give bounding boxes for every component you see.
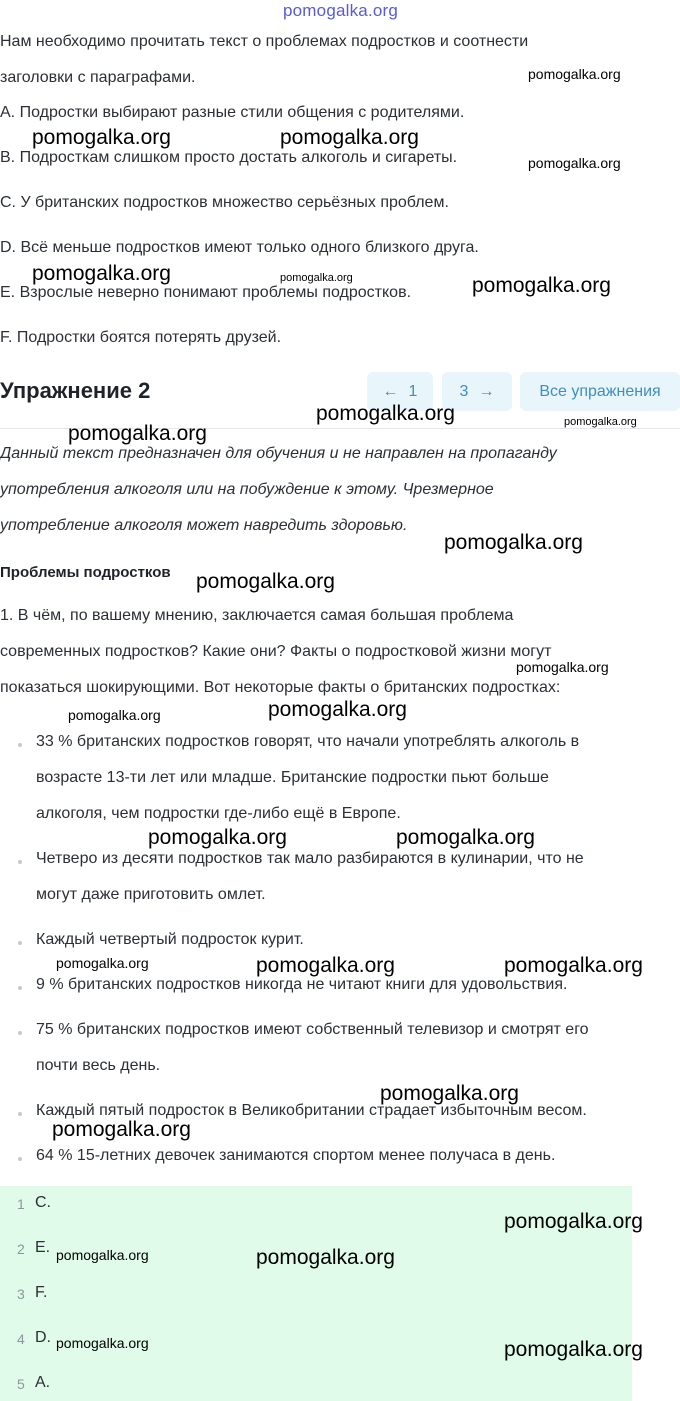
answer-number: 4: [17, 1331, 25, 1347]
watermark: pomogalka.org: [52, 1118, 191, 1141]
answer-number: 1: [17, 1196, 25, 1212]
watermark: pomogalka.org: [56, 1335, 149, 1351]
heading-option-e: E. Взрослые неверно понимают проблемы подростков.: [0, 284, 412, 301]
heading-option-b: B. Подросткам слишком просто достать алкоголь и сигареты.: [0, 149, 458, 166]
disclaimer-line: употребление алкоголя может навредить здоровью.: [0, 517, 408, 534]
heading-option-c: C. У британских подростков множество серьёзных проблем.: [0, 194, 449, 211]
arrow-left-icon: ←: [382, 382, 399, 400]
watermark: pomogalka.org: [196, 570, 335, 593]
bullet-dot: [18, 860, 22, 864]
watermark: pomogalka.org: [504, 1338, 643, 1361]
watermark: pomogalka.org: [504, 1210, 643, 1233]
watermark: pomogalka.org: [32, 126, 171, 149]
watermark: pomogalka.org: [444, 531, 583, 554]
watermark: pomogalka.org: [504, 954, 643, 977]
all-exercises-button[interactable]: [520, 372, 680, 411]
watermark: pomogalka.org: [148, 826, 287, 849]
watermark: pomogalka.org: [256, 1246, 395, 1269]
bullet-dot: [18, 986, 22, 990]
watermark: pomogalka.org: [280, 272, 353, 284]
bullet-text: могут даже приготовить омлет.: [36, 886, 266, 903]
watermark: pomogalka.org: [256, 954, 395, 977]
bullet-dot: [18, 1031, 22, 1035]
watermark: pomogalka.org: [380, 1082, 519, 1105]
prev-exercise-label: 1: [408, 382, 418, 400]
arrow-right-icon: →: [478, 382, 495, 400]
bullet-text: 33 % британских подростков говорят, что начали употреблять алкоголь в: [36, 733, 580, 750]
bullet-dot: [18, 1157, 22, 1161]
section-title: Проблемы подростков: [0, 564, 171, 581]
paragraph-line: показаться шокирующими. Вот некоторые факты о британских подростках:: [0, 679, 561, 696]
bullet-text: Каждый четвертый подросток курит.: [36, 931, 304, 948]
bullet-text: Четверо из десяти подростков так мало разбираются в кулинарии, что не: [36, 850, 584, 867]
watermark: pomogalka.org: [516, 659, 609, 675]
watermark: pomogalka.org: [268, 698, 407, 721]
bullet-text: 75 % британских подростков имеют собственный телевизор и смотрят его: [36, 1021, 589, 1038]
heading-option-a: A. Подростки выбирают разные стили общения с родителями.: [0, 104, 465, 121]
watermark: pomogalka.org: [528, 66, 621, 82]
disclaimer-line: Данный текст предназначен для обучения и не направлен на пропаганду: [0, 445, 557, 462]
watermark: pomogalka.org: [564, 416, 637, 428]
exercise-title: Упражнение 2: [0, 378, 151, 403]
answer-number: 2: [17, 1241, 25, 1257]
bullet-text: алкоголя, чем подростки где-либо ещё в Европе.: [36, 805, 401, 822]
bullet-dot: [18, 1112, 22, 1116]
answer-value: A.: [35, 1374, 51, 1391]
watermark: pomogalka.org: [56, 1247, 149, 1263]
bullet-dot: [18, 941, 22, 945]
answer-value: F.: [35, 1284, 48, 1301]
all-exercises-label: Все упражнения: [539, 382, 661, 400]
disclaimer-line: употребления алкоголя или на побуждение к этому. Чрезмерное: [0, 481, 494, 498]
heading-option-f: F. Подростки боятся потерять друзей.: [0, 329, 282, 346]
watermark: pomogalka.org: [56, 955, 149, 971]
watermark: pomogalka.org: [396, 826, 535, 849]
paragraph-line: 1. В чём, по вашему мнению, заключается самая большая проблема: [0, 607, 514, 624]
watermark: pomogalka.org: [68, 422, 207, 445]
answer-value: D.: [35, 1329, 51, 1346]
watermark: pomogalka.org: [528, 155, 621, 171]
bullet-text: 64 % 15-летних девочек занимаются спортом менее получаса в день.: [36, 1147, 556, 1164]
answer-number: 3: [17, 1286, 25, 1302]
bullet-text: почти весь день.: [36, 1057, 161, 1074]
bullet-text: возрасте 13-ти лет или младше. Британские подростки пьют больше: [36, 769, 549, 786]
intro-line: заголовки с параграфами.: [0, 69, 196, 86]
answer-value: C.: [35, 1194, 51, 1211]
bullet-text: Каждый пятый подросток в Великобритании страдает избыточным весом.: [36, 1102, 587, 1119]
heading-option-d: D. Всё меньше подростков имеют только одного близкого друга.: [0, 239, 479, 256]
watermark: pomogalka.org: [472, 274, 611, 297]
watermark: pomogalka.org: [316, 402, 455, 425]
watermark: pomogalka.org: [280, 126, 419, 149]
site-logo[interactable]: pomogalka.org: [283, 1, 399, 20]
bullet-dot: [18, 743, 22, 747]
answer-value: E.: [35, 1239, 51, 1256]
bullet-text: 9 % британских подростков никогда не читают книги для удовольствия.: [36, 976, 568, 993]
intro-line: Нам необходимо прочитать текст о проблемах подростков и соотнести: [0, 33, 529, 50]
next-exercise-label: 3: [459, 382, 469, 400]
answer-number: 5: [17, 1376, 25, 1392]
watermark: pomogalka.org: [68, 707, 161, 723]
paragraph-line: современных подростков? Какие они? Факты о подростковой жизни могут: [0, 643, 552, 660]
watermark: pomogalka.org: [32, 262, 171, 285]
